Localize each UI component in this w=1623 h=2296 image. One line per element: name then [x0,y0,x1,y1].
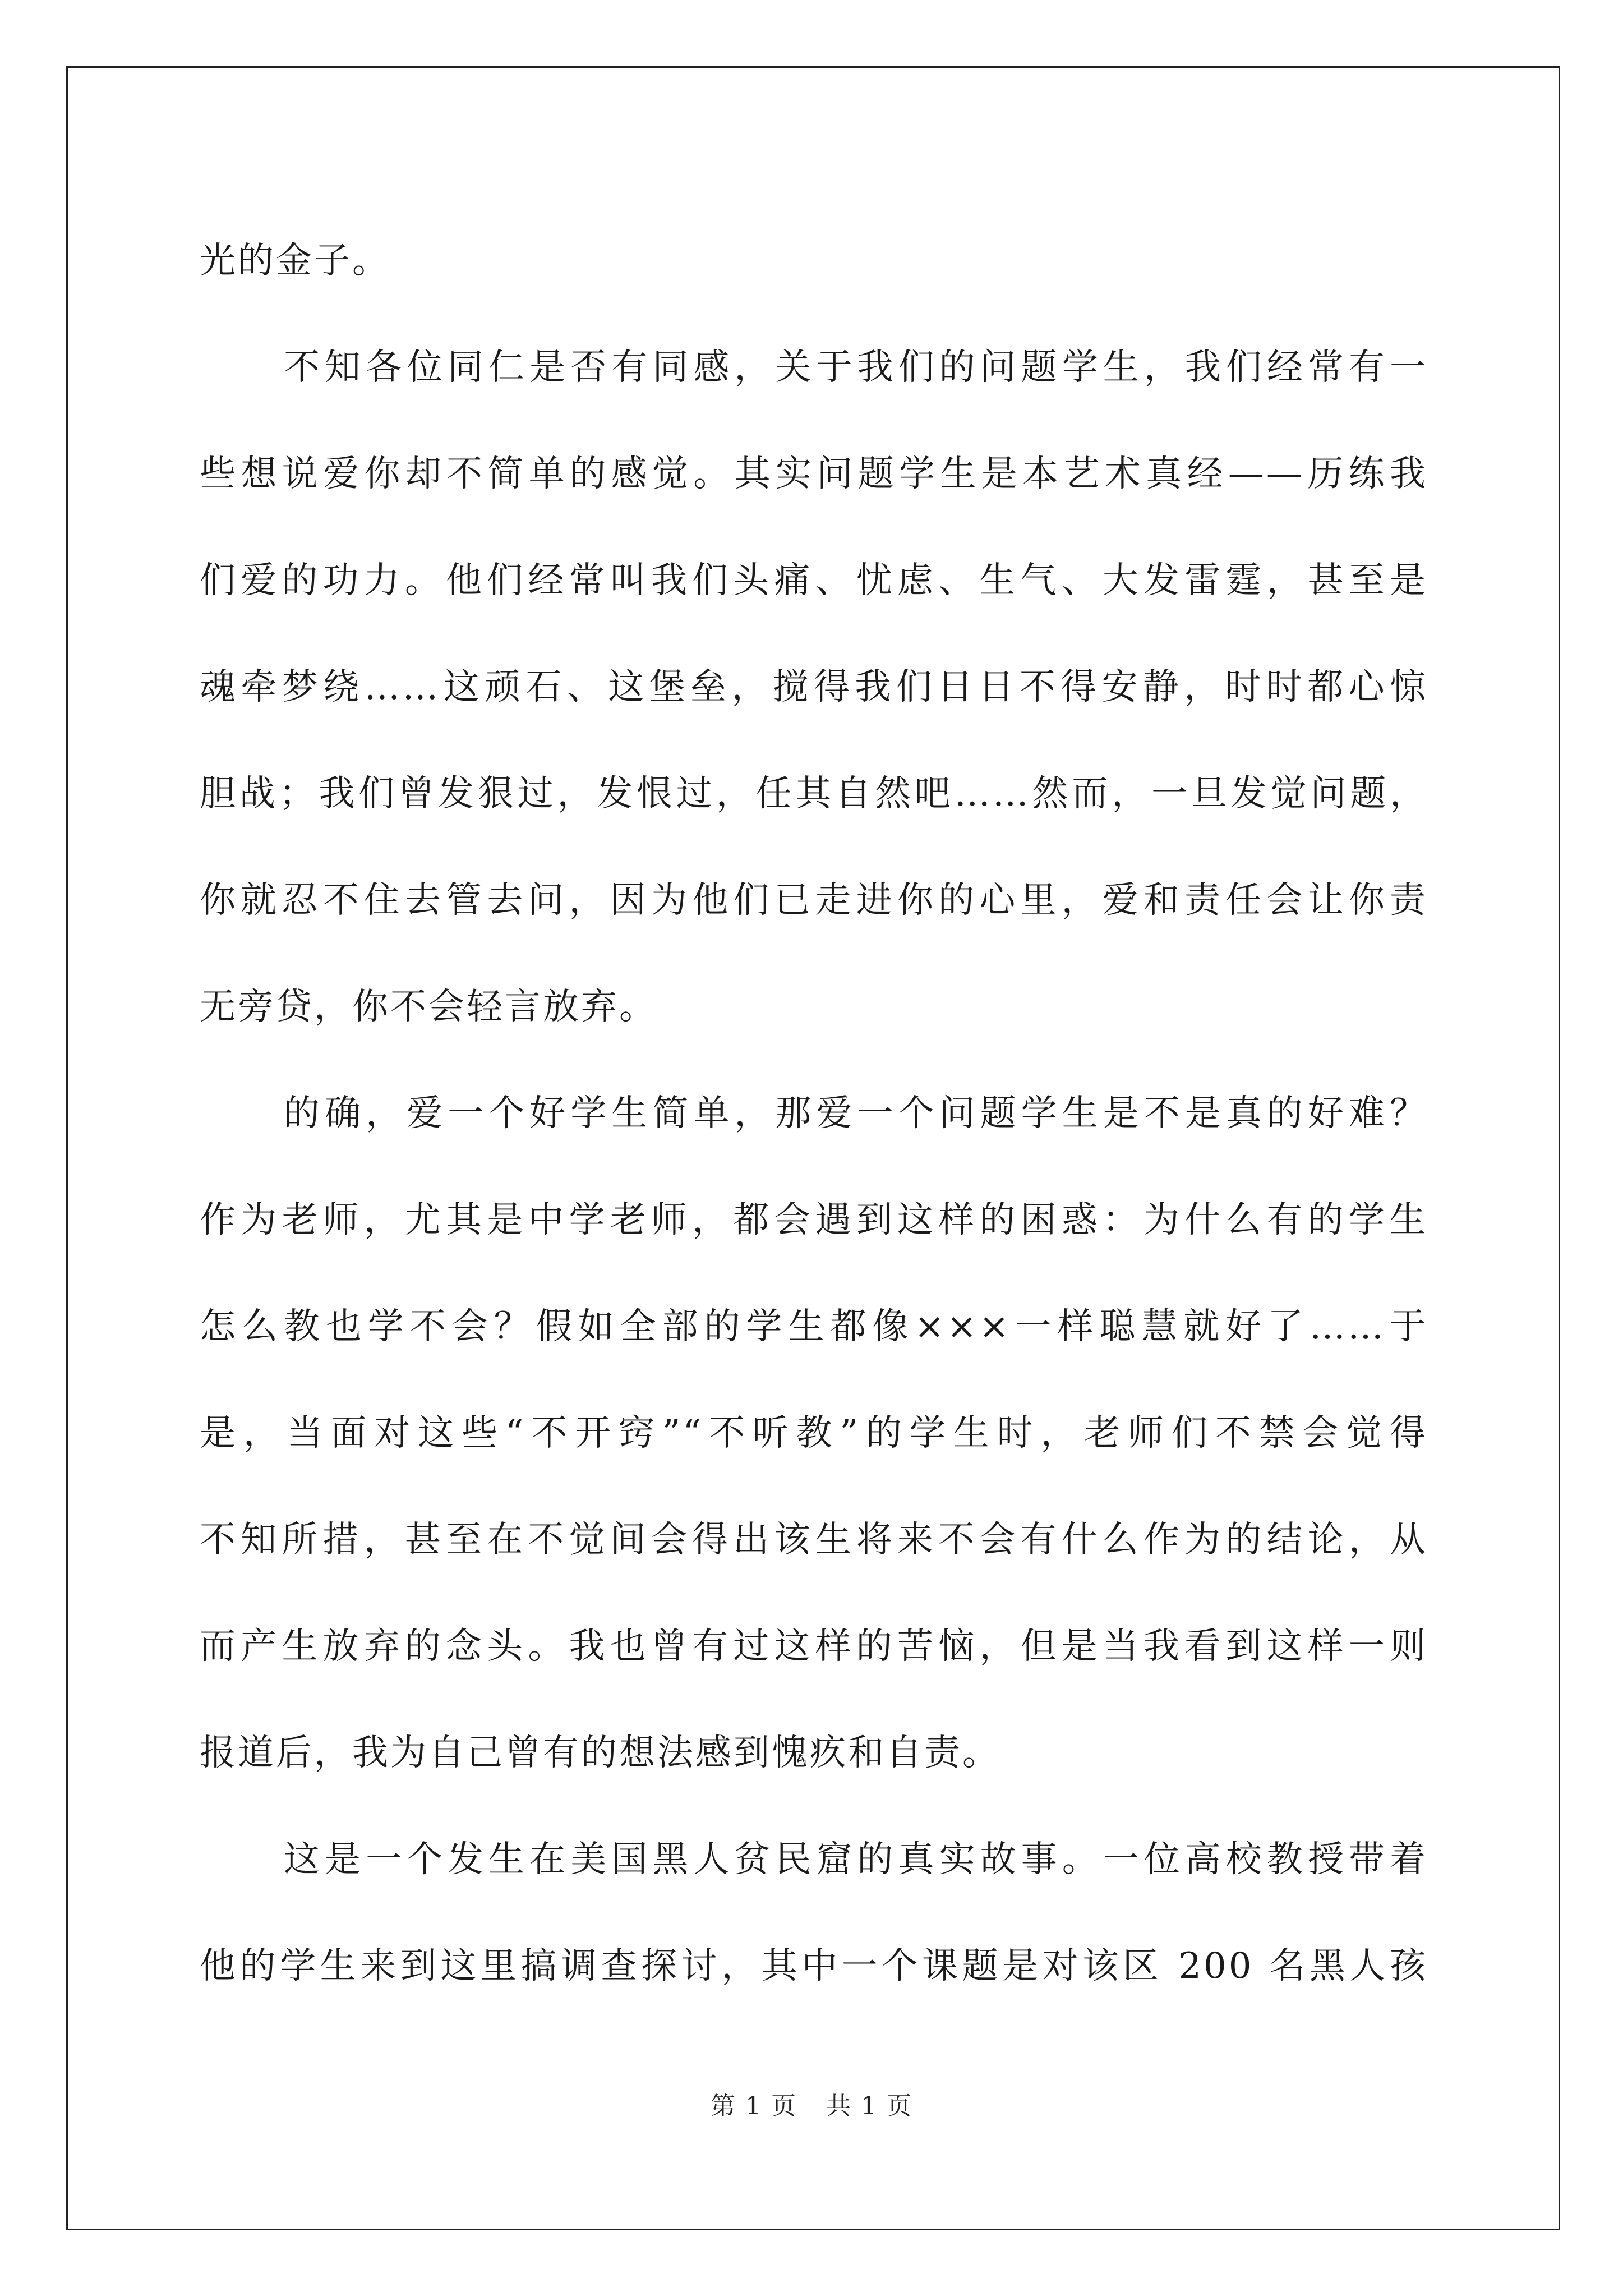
document-body [200,208,1428,2019]
text-line: 光的金子。 [200,240,390,282]
text-line: 些想说爱你却不简单的感觉。其实问题学生是本艺术真经——历练我 [200,453,1428,495]
text-line: 这是一个发生在美国黑人贫民窟的真实故事。一位高校教授带着 [284,1839,1428,1880]
text-line: 作为老师，尤其是中学老师，都会遇到这样的困惑：为什么有的学生 [200,1199,1428,1241]
text-line: 胆战；我们曾发狠过，发恨过，任其自然吧……然而，一旦发觉问题， [200,773,1428,815]
text-line: 无旁贷，你不会轻言放弃。 [200,986,657,1028]
page-footer [0,2086,1623,2122]
page-total: 共 1 页 [826,2092,912,2120]
text-line: 不知所措，甚至在不觉间会得出该生将来不会有什么作为的结论，从 [200,1519,1428,1561]
text-line: 你就忍不住去管去问，因为他们已走进你的心里，爱和责任会让你责 [200,880,1428,921]
text-line: 他的学生来到这里搞调查探讨，其中一个课题是对该区 200 名黑人孩 [200,1945,1428,1987]
text-line: 们爱的功力。他们经常叫我们头痛、忧虑、生气、大发雷霆，甚至是 [200,560,1428,601]
text-line: 是，当面对这些“不开窍”“不听教”的学生时，老师们不禁会觉得 [200,1412,1428,1454]
text-line: 魂牵梦绕……这顽石、这堡垒，搅得我们日日不得安静，时时都心惊 [200,666,1428,708]
text-line: 报道后，我为自己曾有的想法感到愧疚和自责。 [200,1732,1000,1774]
text-line: 的确，爱一个好学生简单，那爱一个问题学生是不是真的好难？ [284,1093,1428,1134]
page-number: 第 1 页 [711,2092,797,2120]
text-line: 怎么教也学不会？假如全部的学生都像×××一样聪慧就好了……于 [200,1306,1428,1347]
text-line: 而产生放弃的念头。我也曾有过这样的苦恼，但是当我看到这样一则 [200,1626,1428,1667]
text-line: 不知各位同仁是否有同感，关于我们的问题学生，我们经常有一 [284,347,1428,388]
